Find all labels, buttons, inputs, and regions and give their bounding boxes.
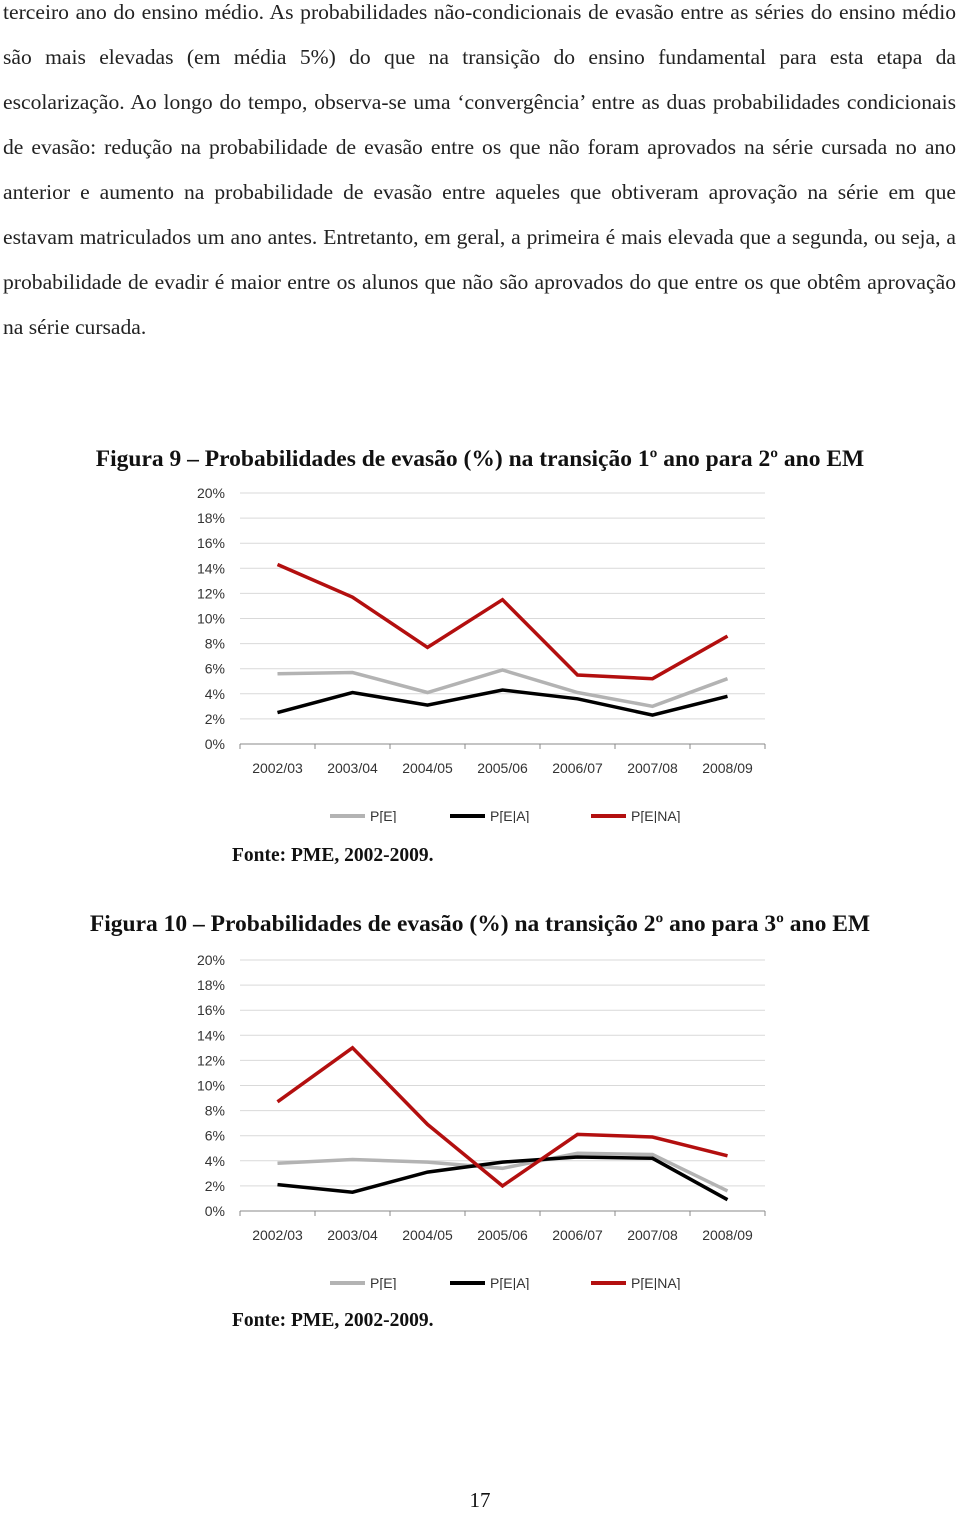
y-tick-label: 6% (204, 660, 225, 677)
y-tick-label: 2% (204, 710, 225, 727)
x-tick-label: 2002/03 (252, 760, 303, 776)
x-tick-label: 2004/05 (402, 1227, 453, 1243)
x-tick-label: 2004/05 (402, 760, 453, 776)
legend-label: P[E|NA] (631, 1275, 681, 1290)
y-tick-label: 20% (196, 485, 225, 501)
page-number: 17 (469, 1488, 491, 1512)
y-tick-label: 12% (196, 1052, 225, 1069)
legend-label: P[E] (370, 808, 397, 823)
y-tick-label: 8% (204, 1102, 225, 1119)
x-tick-label: 2003/04 (327, 1227, 378, 1243)
y-tick-label: 14% (196, 1027, 225, 1044)
x-tick-label: 2003/04 (327, 760, 378, 776)
y-tick-label: 4% (204, 685, 225, 702)
y-tick-label: 10% (196, 610, 225, 627)
legend-label: P[E] (370, 1275, 397, 1290)
series-line-pena (278, 1048, 728, 1186)
x-tick-label: 2008/09 (702, 1227, 753, 1243)
legend-label: P[E|NA] (631, 808, 681, 823)
y-tick-label: 6% (204, 1127, 225, 1144)
x-tick-label: 2006/07 (552, 1227, 603, 1243)
y-tick-label: 4% (204, 1152, 225, 1169)
figure-10-source: Fonte: PME, 2002-2009. (232, 1310, 434, 1331)
x-tick-label: 2005/06 (477, 760, 528, 776)
figure-10-chart (160, 945, 780, 1290)
figure-9-title: Figura 9 – Probabilidades de evasão (%) na transição 1º ano para 2º ano EM (95, 446, 865, 472)
y-tick-label: 12% (196, 585, 225, 602)
x-tick-label: 2006/07 (552, 760, 603, 776)
y-tick-label: 18% (196, 510, 225, 527)
y-tick-label: 10% (196, 1077, 225, 1094)
y-tick-label: 0% (204, 736, 225, 752)
y-tick-label: 14% (196, 560, 225, 577)
x-tick-label: 2008/09 (702, 760, 753, 776)
y-tick-label: 16% (196, 535, 225, 552)
y-tick-label: 0% (204, 1203, 225, 1219)
legend-label: P[E|A] (490, 808, 530, 823)
y-tick-label: 20% (196, 952, 225, 968)
figure-9-chart (160, 478, 780, 823)
legend-label: P[E|A] (490, 1275, 530, 1290)
x-tick-label: 2007/08 (627, 760, 678, 776)
x-tick-label: 2005/06 (477, 1227, 528, 1243)
figure-10-title: Figura 10 – Probabilidades de evasão (%) na transição 2º ano para 3º ano EM (89, 911, 871, 937)
series-line-pea (278, 1157, 728, 1200)
y-tick-label: 16% (196, 1002, 225, 1019)
figure-9-source: Fonte: PME, 2002-2009. (232, 845, 434, 866)
body-paragraph: terceiro ano do ensino médio. As probabilidades não-condicionais de evasão entre as séries do ensino médio são mais elevadas (em média 5%) do que na transição do ensino fundamental para esta etapa da escolarização. Ao longo do tempo, observa-se uma ‘convergência’ entre as duas probabilidades condicionais de evasão: redução na probabilidade de evasão entre os que não foram aprovados na série cursada no ano anterior e aumento na probabilidade de evasão entre aqueles que obtiveram aprovação na série em que estavam matriculados um ano antes. Entretanto, em geral, a primeira é mais elevada que a segunda, ou seja, a probabilidade de evadir é maior entre os alunos que não são aprovados do que entre os que obtêm aprovação na série cursada. (3, 0, 956, 339)
y-tick-label: 8% (204, 635, 225, 652)
series-line-pena (278, 565, 728, 679)
x-tick-label: 2007/08 (627, 1227, 678, 1243)
x-tick-label: 2002/03 (252, 1227, 303, 1243)
gridlines (240, 960, 765, 1211)
y-tick-label: 2% (204, 1177, 225, 1194)
y-tick-label: 18% (196, 977, 225, 994)
